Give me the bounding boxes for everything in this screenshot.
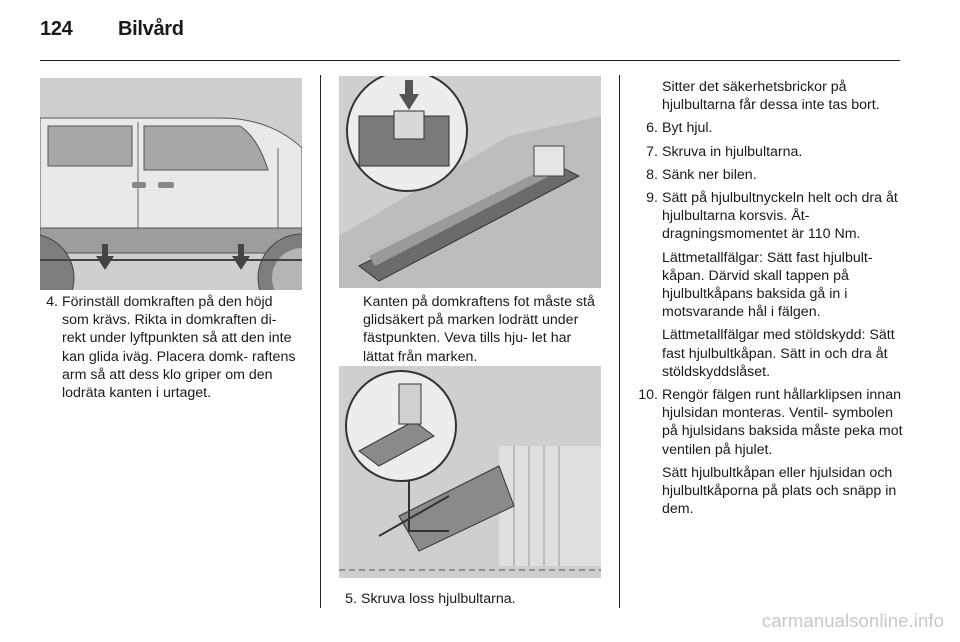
intro-paragraph: Sitter det säkerhetsbrickor på hjulbultarna får dessa inte tas bort. xyxy=(662,79,880,114)
step-number: 5. xyxy=(345,591,357,607)
jack-under-car-illustration xyxy=(339,366,601,578)
column-divider-1 xyxy=(320,75,321,608)
step-number: 6. xyxy=(646,120,658,137)
list-item xyxy=(40,293,302,402)
page-title: Bilvård xyxy=(118,18,184,40)
page-number: 124 xyxy=(40,18,73,40)
step-text: Rengör fälgen runt hållarklipsen innan hjulsidan monteras. Ventil- symbolen på hjulsidans baksida måste peka mot ventilen på hjulet. xyxy=(662,387,903,458)
step-list-col3 xyxy=(628,78,903,523)
list-item xyxy=(628,143,903,161)
step-text: Skruva in hjulbultarna. xyxy=(662,143,803,160)
list-item xyxy=(339,590,601,608)
step-number: 4. xyxy=(46,294,58,310)
step-number: 7. xyxy=(646,143,658,160)
paragraph: Kanten på domkraftens fot måste stå glidsäkert på marken lodrätt under fästpunkten. Veva tills hju- let har lättat från marken. xyxy=(363,294,595,365)
list-item xyxy=(628,119,903,137)
step-text: Sänk ner bilen. xyxy=(662,166,757,183)
watermark: carmanualsonline.info xyxy=(761,610,944,631)
step10-note: Sätt hjulbultkåpan eller hjulsidan och hjulbultkåporna på plats och snäpp in dem. xyxy=(662,464,897,518)
step-number: 10. xyxy=(638,387,658,404)
list-item xyxy=(628,386,903,459)
step-text: Sätt på hjulbultnyckeln helt och dra åt hjulbultarna korsvis. Åt- dragningsmomentet är 110 Nm. xyxy=(662,190,898,243)
header-rule xyxy=(40,60,900,61)
step9-note-alloy: Lättmetallfälgar: Sätt fast hjulbult- kåpan. Därvid skall tappen på hjulbultkåpans baksida gå in i motsvarande hål i fälgen. xyxy=(662,249,873,321)
step-text: Förinställ domkraften på den höjd som krävs. Rikta in domkraften di- rekt under lyftpunkten så att den inte kan glida iväg. Placera domk- raftens arm så att dess klo griper om den lodräta kanten i urtaget. xyxy=(62,294,296,402)
list-item xyxy=(628,189,903,244)
jack-placement-paragraph xyxy=(363,293,603,371)
van-lift-points-illustration xyxy=(40,78,302,290)
step-list-col1 xyxy=(40,293,302,407)
column-divider-2 xyxy=(619,75,620,608)
list-item xyxy=(628,166,903,184)
jack-mechanism-illustration xyxy=(339,76,601,288)
step-number: 9. xyxy=(646,190,658,207)
step-list-col2 xyxy=(339,590,601,613)
step-text: Byt hjul. xyxy=(662,120,713,137)
step9-note-antitheft: Lättmetallfälgar med stöldskydd: Sätt fast hjulbultkåpan. Sätt in och dra åt stöldskyddslåset. xyxy=(662,327,895,380)
step-number: 8. xyxy=(646,166,658,183)
step-text: Skruva loss hjulbultarna. xyxy=(361,591,516,607)
